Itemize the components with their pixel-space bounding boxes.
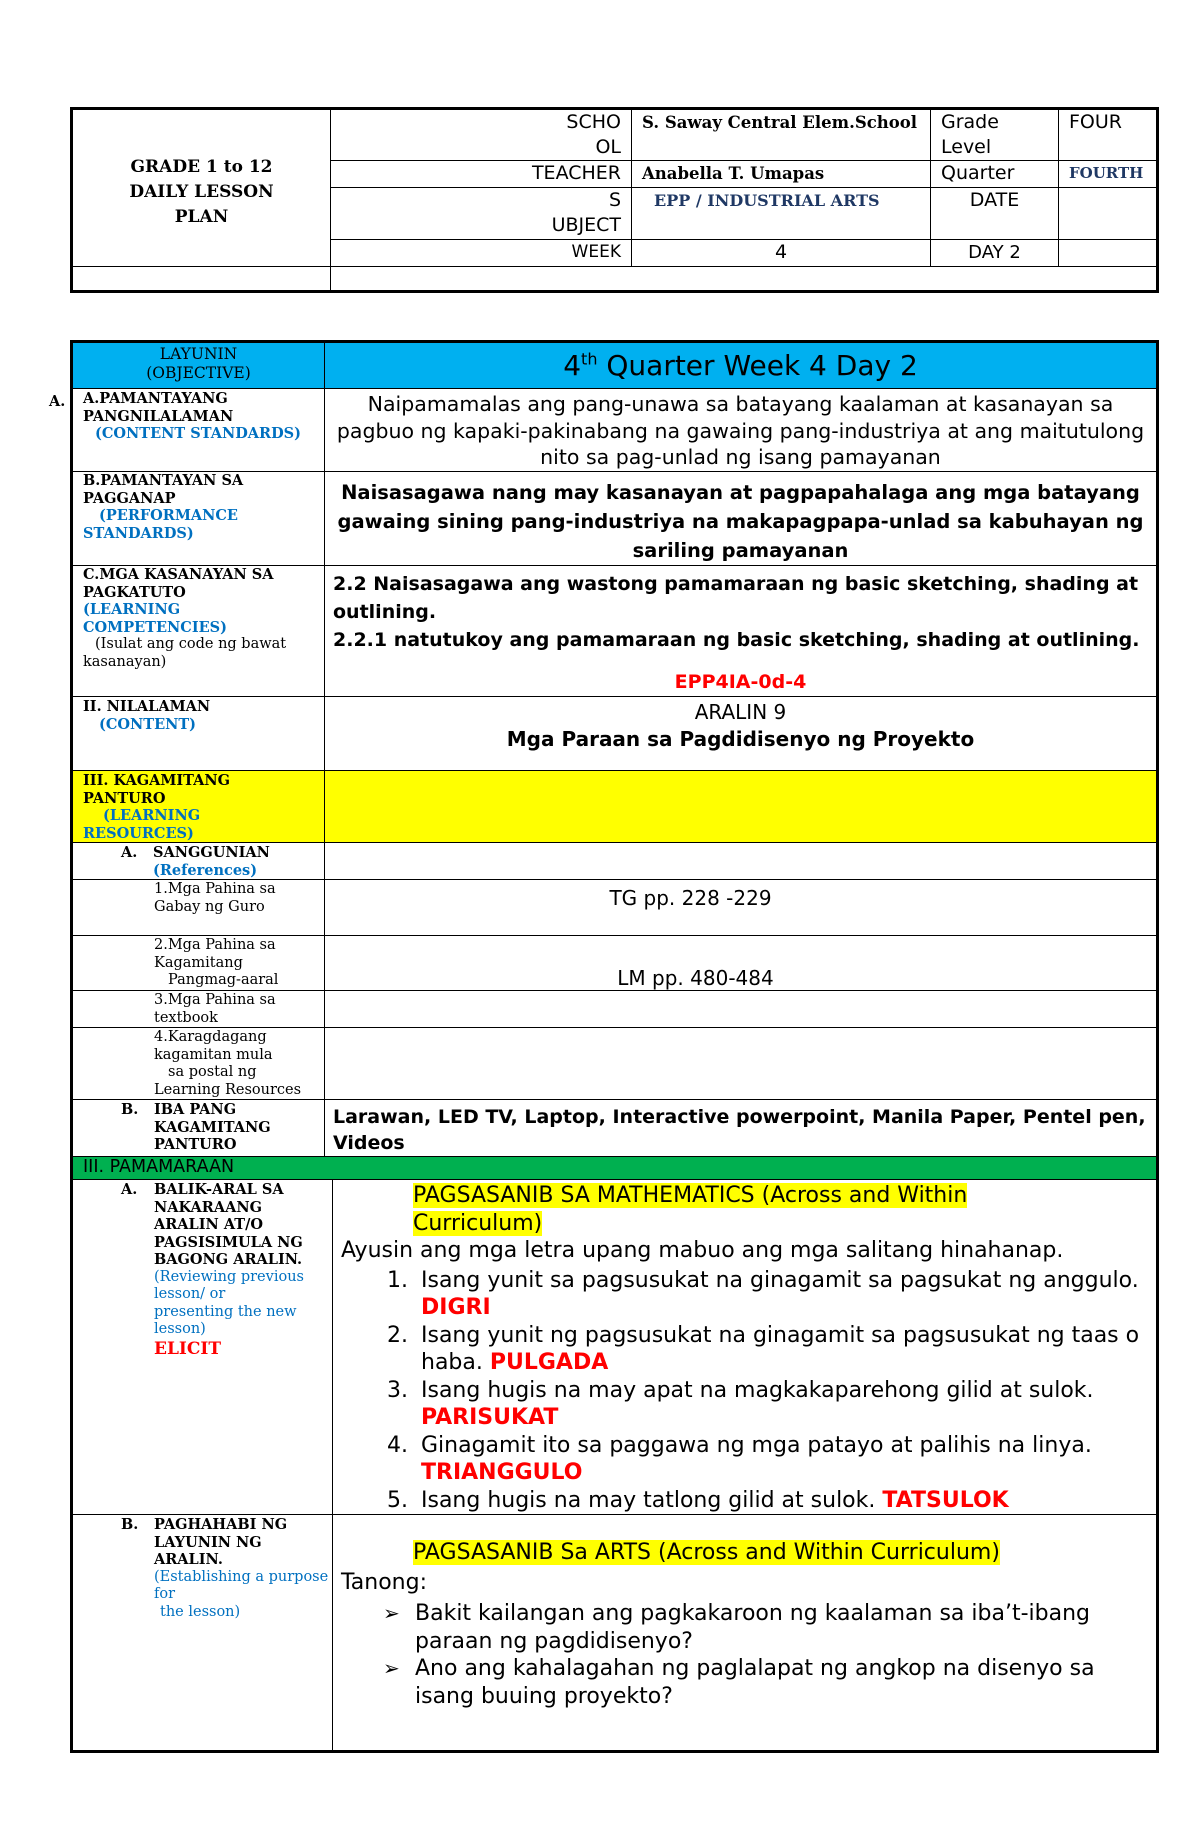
- competencies-label-2: PAGKATUTO: [83, 583, 186, 601]
- lm-label-3: Pangmag-aaral: [168, 972, 279, 988]
- textbook-label-cell: [72, 991, 325, 1028]
- resources-label-3: (LEARNING: [103, 807, 201, 824]
- content-standards-label-3: (CONTENT STANDARDS): [95, 425, 301, 442]
- dlp-title-cell: [72, 109, 331, 267]
- question-item-2: ➢ Ano ang kahalagahan ng paglalapat ng angkop na disenyo sa isang buuing proyekto?: [383, 1656, 1095, 1709]
- lesson-plan-table: [49, 340, 1159, 1753]
- textbook-value-cell: [325, 991, 1158, 1028]
- content-label-1: II. NILALAMAN: [83, 698, 211, 715]
- school-label-cell: [331, 109, 632, 161]
- review-answer-3: PARISUKAT: [421, 1405, 559, 1430]
- lm-label-1: 2.Mga Pahina sa: [154, 937, 276, 953]
- performance-standards-label-3: (PERFORMANCE: [99, 507, 238, 524]
- content-label-2: (CONTENT): [99, 715, 197, 733]
- review-answer-1: DIGRI: [421, 1295, 491, 1320]
- review-label-3: ARALIN AT/O: [154, 1216, 264, 1233]
- competencies-line-2: 2.2.1 natutukoy ang pamamaraan ng basic sketching, shading at outlining.: [333, 629, 1140, 651]
- resources-label-cell: [72, 771, 325, 843]
- dlp-title-line3: PLAN: [174, 206, 229, 227]
- review-label-5: BAGONG ARALIN.: [154, 1251, 303, 1268]
- competencies-text-cell: [325, 566, 1158, 697]
- grade-label-2: Level: [941, 136, 992, 158]
- objective-heading: 4th Quarter Week 4 Day 2: [563, 349, 918, 382]
- subject-label-1: S: [608, 189, 621, 211]
- arrow-bullet-icon: ➢: [383, 1601, 400, 1625]
- header-table: [70, 107, 1159, 293]
- arrow-bullet-icon: ➢: [383, 1656, 400, 1680]
- review-label-1: BALIK-ARAL SA: [154, 1181, 284, 1198]
- review-answer-4: TRIANGGULO: [421, 1460, 583, 1485]
- school-label-2: OL: [595, 136, 621, 158]
- performance-standards-label-4: STANDARDS): [83, 524, 194, 542]
- grade-label-1: Grade: [941, 111, 999, 133]
- day-value-cell: [1059, 240, 1158, 267]
- content-standards-label-cell: [49, 389, 325, 472]
- performance-standards-text: Naisasagawa nang may kasanayan at pagpapahalaga ang mga batayang gawaing sining pang-industriya na makapagpapa-unlad sa kabuhayan ng sariling pamayanan: [337, 481, 1144, 562]
- day-label: DAY 2: [968, 242, 1021, 263]
- content-standards-label-1: A.PAMANTAYANG: [83, 390, 228, 407]
- quarter-label-cell: [931, 161, 1059, 188]
- review-item-1: 1. Isang yunit sa pagsusukat na ginagamit sa pagsukat ng anggulo. DIGRI: [415, 1267, 1148, 1322]
- teacher-label-cell: [331, 161, 632, 188]
- competencies-label-5: (Isulat ang code ng bawat: [95, 636, 287, 652]
- grade-value-cell: [1059, 109, 1158, 161]
- performance-standards-label-1: B.PAMANTAYAN SA: [83, 472, 244, 489]
- subject-value-cell: [632, 188, 931, 240]
- purpose-label-cell: [72, 1515, 333, 1752]
- arts-integration-title: PAGSASANIB Sa ARTS (Across and Within Curriculum): [413, 1540, 1000, 1565]
- purpose-label-1: PAGHAHABI NG: [154, 1516, 288, 1533]
- resources-label-4: RESOURCES): [83, 824, 194, 842]
- school-label-1: SCHO: [566, 111, 621, 133]
- references-sublabel: (References): [153, 861, 258, 879]
- other-resources-value-cell: [325, 1100, 1158, 1157]
- tg-value: TG pp. 228 -229: [609, 886, 772, 910]
- quarter-value-cell: [1059, 161, 1158, 188]
- review-label-10: ELICIT: [154, 1338, 221, 1359]
- week-label-cell: [331, 240, 632, 267]
- review-item-5: 5. Isang hugis na may tatlong gilid at sulok. TATSULOK: [415, 1487, 1148, 1515]
- purpose-label-4: (Establishing a purpose: [154, 1568, 329, 1585]
- grade-value: FOUR: [1069, 111, 1122, 133]
- header-empty-left: [72, 267, 331, 292]
- review-label-7: lesson/ or: [154, 1286, 226, 1302]
- subject-value: EPP / INDUSTRIAL ARTS: [654, 191, 880, 210]
- purpose-label-6: the lesson): [160, 1603, 241, 1620]
- question-label: Tanong:: [341, 1569, 428, 1595]
- review-label-8: presenting the new: [154, 1303, 297, 1320]
- objective-label-2: (OBJECTIVE): [146, 364, 251, 382]
- other-resources-value: Larawan, LED TV, Laptop, Interactive powerpoint, Manila Paper, Pentel pen, Videos: [333, 1106, 1146, 1154]
- purpose-label-2: LAYUNIN NG: [154, 1533, 262, 1551]
- references-label-cell: [72, 843, 325, 880]
- week-value: 4: [774, 241, 788, 263]
- review-item-3: 3. Isang hugis na may apat na magkakaparehong gilid at sulok. PARISUKAT: [415, 1377, 1148, 1432]
- competencies-label-6: kasanayan): [83, 653, 167, 670]
- content-text-cell: [325, 697, 1158, 771]
- lm-value-cell: [325, 936, 1158, 991]
- dlp-title-line1: GRADE 1 to 12: [130, 156, 273, 177]
- performance-standards-text-cell: [325, 472, 1158, 566]
- competencies-label-cell: [72, 566, 325, 697]
- subject-label-cell: [331, 188, 632, 240]
- quarter-label: Quarter: [941, 162, 1015, 184]
- tg-value-cell: [325, 880, 1158, 936]
- additional-label-3: sa postal ng: [168, 1064, 257, 1080]
- lesson-number: ARALIN 9: [694, 700, 787, 724]
- review-label-2: NAKARAANG: [154, 1198, 262, 1216]
- review-label-6: (Reviewing previous: [154, 1268, 304, 1285]
- other-resources-label-cell: [72, 1100, 325, 1157]
- subject-label-2: UBJECT: [551, 214, 621, 236]
- other-resources-letter: B.: [121, 1101, 139, 1118]
- textbook-label-1: 3.Mga Pahina sa: [154, 992, 276, 1008]
- competencies-label-4: COMPETENCIES): [83, 618, 227, 636]
- dlp-title-line2: DAILY LESSON: [129, 181, 274, 202]
- other-resources-label-2: KAGAMITANG: [154, 1118, 271, 1136]
- content-standards-text-cell: [325, 389, 1158, 472]
- procedures-label: III. PAMAMARAAN: [83, 1157, 235, 1177]
- lm-label-2: Kagamitang: [154, 954, 243, 971]
- review-label-9: lesson): [154, 1321, 206, 1337]
- tg-label-cell: [72, 880, 325, 936]
- tg-label-1: 1.Mga Pahina sa: [154, 881, 276, 897]
- additional-value-cell: [325, 1028, 1158, 1100]
- grade-label-cell: [931, 109, 1059, 161]
- header-empty-right: [331, 267, 1158, 292]
- content-standards-label-2: PANGNILALAMAN: [83, 407, 234, 425]
- review-label-4: PAGSISIMULA NG: [154, 1233, 303, 1251]
- teacher-label: TEACHER: [531, 162, 621, 184]
- additional-label-2: kagamitan mula: [154, 1046, 273, 1063]
- review-instruction: Ayusin ang mga letra upang mabuo ang mga salitang hinahanap.: [341, 1238, 1064, 1263]
- purpose-content-cell: [333, 1515, 1158, 1752]
- review-item-4: 4. Ginagamit ito sa paggawa ng mga patayo at palihis na linya. TRIANGGULO: [415, 1432, 1148, 1487]
- competencies-line-1: 2.2 Naisasagawa ang wastong pamamaraan ng basic sketching, shading at outlining.: [333, 573, 1139, 623]
- references-letter: A.: [121, 844, 138, 861]
- quarter-value: FOURTH: [1069, 164, 1144, 182]
- content-label-cell: [72, 697, 325, 771]
- school-value-cell: [632, 109, 931, 161]
- additional-label-cell: [72, 1028, 325, 1100]
- content-standards-text: Naipamamalas ang pang-unawa sa batayang kaalaman at kasanayan sa pagbuo ng kapaki-pakinabang na gawaing pang-industriya at ang maitutulong nito sa pag-unlad ng isang pamayanan: [336, 392, 1145, 469]
- review-item-list: [341, 1267, 1148, 1515]
- tg-label-2: Gabay ng Guro: [154, 898, 265, 915]
- competencies-label-3: (LEARNING: [83, 601, 181, 618]
- lesson-title: Mga Paraan sa Pagdidisenyo ng Proyekto: [506, 727, 975, 751]
- review-label-cell: [72, 1180, 333, 1515]
- day-label-cell: [931, 240, 1059, 267]
- purpose-label-3: ARALIN.: [154, 1551, 223, 1568]
- additional-label-4: Learning Resources: [154, 1081, 302, 1098]
- math-integration-title: PAGSASANIB SA MATHEMATICS (Across and Within Curriculum): [413, 1183, 968, 1236]
- school-value: S. Saway Central Elem.School: [642, 113, 918, 132]
- objective-heading-cell: [325, 342, 1158, 389]
- competency-code: EPP4IA-0d-4: [674, 671, 807, 693]
- review-content-cell: [333, 1180, 1158, 1515]
- other-resources-label-1: IBA PANG: [154, 1101, 237, 1118]
- resources-value-cell: [325, 771, 1158, 843]
- teacher-value-cell: [632, 161, 931, 188]
- references-value-cell: [325, 843, 1158, 880]
- objective-label-cell: [72, 342, 325, 389]
- purpose-letter: B.: [121, 1516, 139, 1533]
- lm-label-cell: [72, 936, 325, 991]
- textbook-label-2: textbook: [154, 1009, 218, 1026]
- references-label: SANGGUNIAN: [153, 844, 270, 861]
- review-letter: A.: [121, 1181, 138, 1198]
- week-label: WEEK: [571, 242, 621, 262]
- question-list: [341, 1600, 1148, 1710]
- date-label-cell: [931, 188, 1059, 240]
- review-answer-5: TATSULOK: [882, 1487, 1009, 1513]
- lm-value: LM pp. 480-484: [617, 966, 774, 990]
- purpose-label-5: for: [154, 1586, 176, 1602]
- procedures-band: [72, 1157, 1158, 1180]
- date-value-cell: [1059, 188, 1158, 240]
- review-item-2: 2. Isang yunit ng pagsusukat na ginagamit sa pagsusukat ng taas o haba. PULGADA: [415, 1322, 1148, 1377]
- question-item-1: ➢ Bakit kailangan ang pagkakaroon ng kaalaman sa iba’t-ibang paraan ng pagdidisenyo?: [383, 1601, 1090, 1654]
- additional-label-1: 4.Karagdagang: [154, 1029, 267, 1045]
- week-value-cell: [632, 240, 931, 267]
- performance-standards-label-2: PAGGANAP: [83, 489, 176, 507]
- review-answer-2: PULGADA: [489, 1350, 609, 1375]
- performance-standards-label-cell: [72, 472, 325, 566]
- resources-label-2: PANTURO: [83, 789, 166, 807]
- competencies-label-1: C.MGA KASANAYAN SA: [83, 566, 274, 583]
- resources-label-1: III. KAGAMITANG: [83, 772, 231, 789]
- objective-label-1: LAYUNIN: [159, 345, 238, 363]
- teacher-value: Anabella T. Umapas: [642, 164, 825, 183]
- other-resources-label-3: PANTURO: [154, 1136, 237, 1153]
- date-label: DATE: [969, 189, 1020, 211]
- content-standards-letter: A.: [49, 393, 66, 410]
